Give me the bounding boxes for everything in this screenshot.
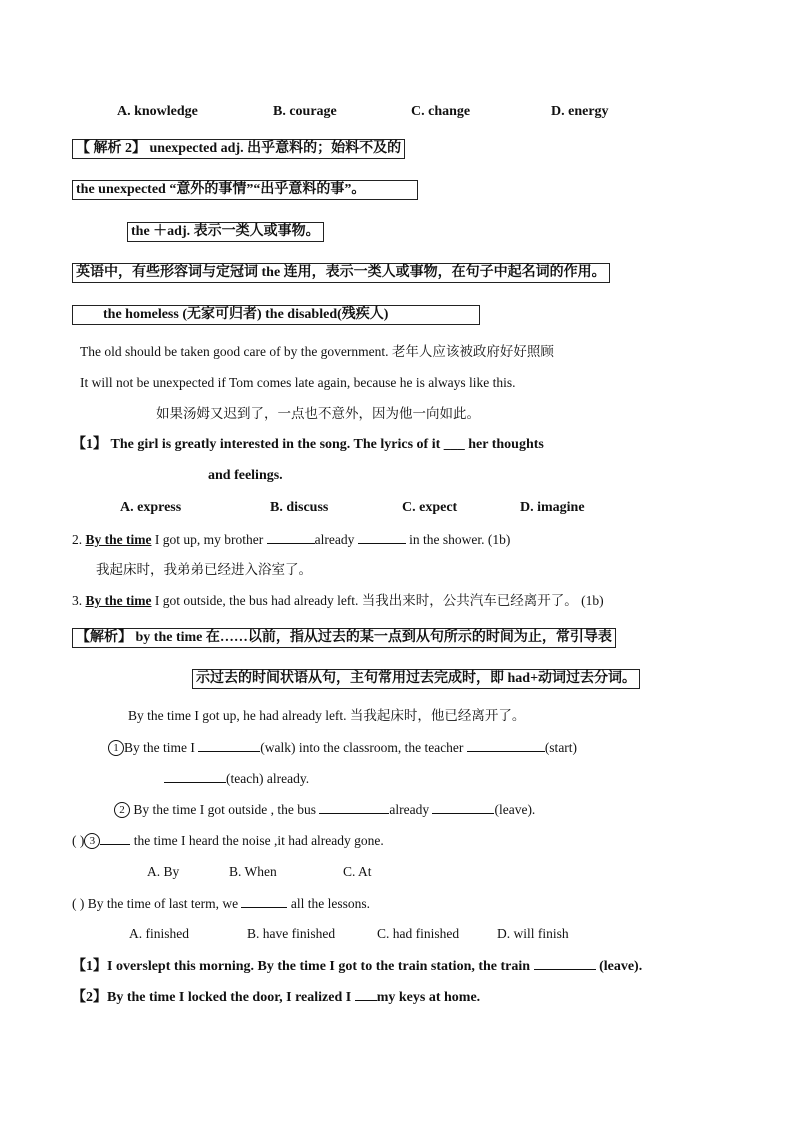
blank[interactable]: [164, 769, 226, 783]
q1-option-c: C. expect: [402, 500, 458, 515]
exercise-e1-part-a: 【1】I overslept this morning. By the time I got to the train station, the train: [72, 959, 534, 974]
exercise-1-line-1: [108, 738, 577, 757]
exercise-1-part-c: (start): [544, 740, 578, 755]
q5-option-b: B. have finished: [247, 926, 336, 941]
sentence-3: [72, 592, 604, 610]
q0-option-a: A. knowledge: [117, 104, 198, 119]
analysis-box-5: the homeless (无家可归者) the disabled(残疾人): [72, 305, 480, 325]
q0-option-c: C. change: [411, 104, 471, 119]
circled-number-2: 2: [114, 802, 130, 818]
q1-options: [120, 499, 585, 517]
analysis-box-1: 【 解析 2】 unexpected adj. 出乎意料的；始料不及的: [72, 139, 405, 159]
question-1-line-2: and feelings.: [208, 468, 283, 483]
analysis-box-6: 【解析】 by the time 在……以前，指从过去的某一点到从句所示的时间为止，常引导表: [72, 628, 616, 648]
answer-paren[interactable]: ( ): [72, 896, 85, 911]
q5-option-a: A. finished: [129, 926, 189, 941]
sentence-2-part-2: already: [314, 532, 358, 547]
sentence-2-keyword: By the time: [85, 532, 152, 547]
sentence-2-part-3: in the shower. (1b): [405, 532, 511, 547]
exercise-3-rest: the time I heard the noise ,it had already gone.: [130, 833, 384, 848]
exercise-2-part-b: already: [389, 802, 433, 817]
exercise-1-part-d: (teach) already.: [226, 771, 310, 786]
blank[interactable]: [198, 738, 260, 752]
c3-option-a: A. By: [147, 864, 180, 879]
question-5: [72, 894, 370, 913]
exercise-3: [72, 831, 384, 850]
q1-option-d: D. imagine: [520, 500, 585, 515]
blank[interactable]: [241, 894, 287, 908]
answer-paren[interactable]: ( ): [72, 833, 85, 848]
exercise-3-options: [147, 863, 372, 881]
exercise-e2-part-a: 【2】By the time I locked the door, I realized I: [72, 990, 355, 1005]
sentence-2-part-1: I got up, my brother: [151, 532, 267, 547]
exercise-2-part-c: (leave).: [494, 802, 536, 817]
question-5-options: [129, 925, 569, 943]
exercise-2-part-a: By the time I got outside , the bus: [133, 802, 320, 817]
analysis-box-3: the ＋adj. 表示一类人或事物。: [127, 222, 324, 242]
c3-option-b: B. When: [229, 864, 277, 879]
analysis-box-2: the unexpected “意外的事情”“出乎意料的事”。: [72, 180, 418, 200]
example-sentence-2-en: It will not be unexpected if Tom comes late again, because he is always like this.: [80, 375, 516, 390]
q1-option-b: B. discuss: [270, 500, 329, 515]
analysis-box-4: 英语中，有些形容词与定冠词 the 连用，表示一类人或事物，在句子中起名词的作用。: [72, 263, 610, 283]
example-sentence-2-cn: 如果汤姆又迟到了，一点也不意外，因为他一向如此。: [156, 406, 480, 421]
exercise-1-part-b: (walk) into the classroom, the teacher: [260, 740, 467, 755]
exercise-e1-part-b: (leave).: [595, 959, 643, 974]
question-5-part-a: By the time of last term, we: [84, 896, 242, 911]
sentence-2-number: 2.: [72, 532, 83, 547]
blank[interactable]: [267, 530, 315, 544]
q5-option-c: C. had finished: [377, 926, 460, 941]
example-sentence-3: By the time I got up, he had already left. 当我起床时，他已经离开了。: [128, 708, 526, 723]
blank[interactable]: [100, 831, 130, 845]
blank[interactable]: [467, 738, 545, 752]
exercise-e1: [72, 956, 642, 976]
example-sentence-1: The old should be taken good care of by the government. 老年人应该被政府好好照顾: [80, 344, 554, 359]
blank[interactable]: [355, 987, 377, 1001]
q0-options: [117, 103, 609, 121]
blank[interactable]: [319, 800, 389, 814]
circled-number-3: 3: [84, 833, 100, 849]
sentence-2: [72, 530, 510, 549]
analysis-box-7: 示过去的时间状语从句，主句常用过去完成时，即 had+动词过去分词。: [192, 669, 640, 689]
exercise-2: [114, 800, 535, 819]
exercise-e2-part-b: my keys at home.: [376, 990, 481, 1005]
sentence-3-keyword: By the time: [85, 593, 152, 608]
question-5-part-b: all the lessons.: [287, 896, 370, 911]
sentence-2-translation: 我起床时，我弟弟已经进入浴室了。: [96, 562, 312, 577]
sentence-3-number: 3.: [72, 593, 83, 608]
circled-number-1: 1: [108, 740, 124, 756]
exercise-e2: [72, 987, 480, 1007]
exercise-1-part-a: By the time I: [124, 740, 199, 755]
c3-option-c: C. At: [343, 864, 372, 879]
q1-option-a: A. express: [120, 500, 182, 515]
blank[interactable]: [432, 800, 494, 814]
sentence-3-rest: I got outside, the bus had already left. 当我出来时，公共汽车已经离开了。 (1b): [151, 593, 604, 608]
question-1-line-1: 【1】 The girl is greatly interested in the song. The lyrics of it ___ her thoughts: [72, 437, 544, 452]
q5-option-d: D. will finish: [497, 926, 569, 941]
exercise-1-line-2: [164, 769, 309, 788]
blank[interactable]: [358, 530, 406, 544]
q0-option-d: D. energy: [551, 104, 609, 119]
q0-option-b: B. courage: [273, 104, 337, 119]
blank[interactable]: [534, 956, 596, 970]
